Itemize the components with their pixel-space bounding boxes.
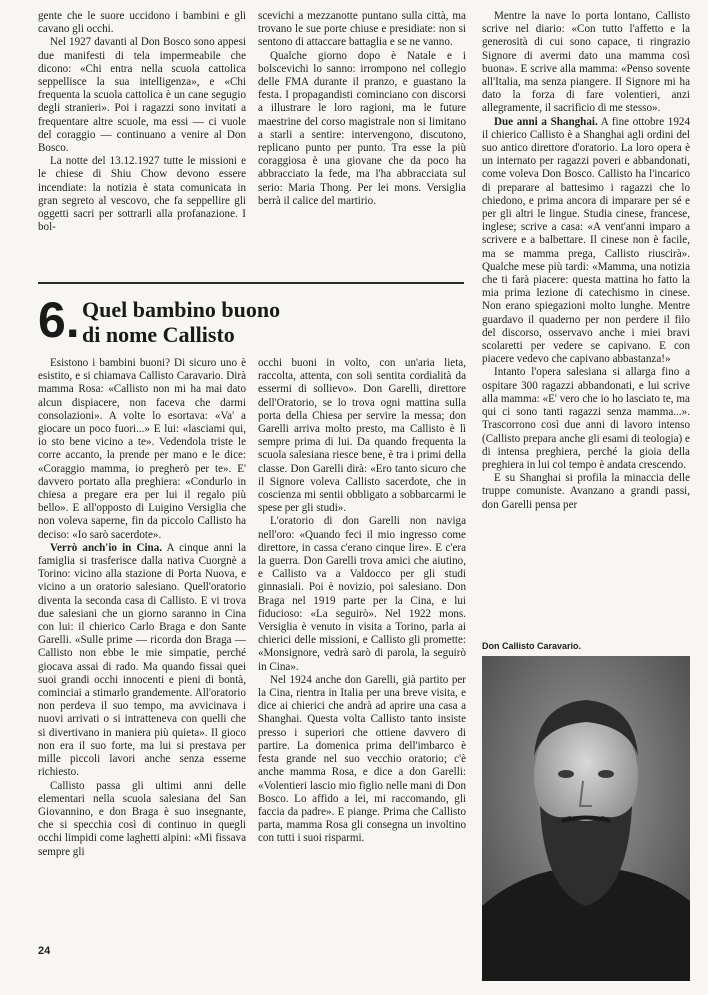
paragraph: gente che le suore uccidono i bambini e gli cavano gli occhi. bbox=[38, 10, 246, 36]
photo-caption: Don Callisto Caravario. bbox=[482, 641, 582, 651]
paragraph: E su Shanghai si profila la minaccia delle truppe comuniste. Avanzano a grandi passi, don Garelli pensa per bbox=[482, 472, 690, 511]
section-divider bbox=[38, 282, 464, 284]
paragraph: Esistono i bambini buoni? Di sicuro uno è esistito, e si chiamava Callisto Caravario. Dirà mamma Rosa: «Callisto non mi ha mai dato alcun dispiacere, non faceva che darmi consolazioni». A volte lo esortava: «Va' a giocare un poco fuori...» E lui: «lasciami qui, io sto bene vicino a te». Vedendola triste le corre accanto, la prende per mano e le dice: «Coraggio mamma, io pregherò per te». E' davvero portato alla preghiera: «Condurlo in chiesa a pregare era per lui il regalo più bello». E all'opposto di Luigino Versiglia che non voleva saperne, fin da piccolo Callisto ha deciso: «Io sarò sacerdote». bbox=[38, 357, 246, 541]
paragraph: scevichi a mezzanotte puntano sulla città, ma trovano le sue porte chiuse e presidiate: non si sentono di attaccare battaglia e se ne vanno. bbox=[258, 10, 466, 49]
paragraph: La notte del 13.12.1927 tutte le missioni e le chiese di Shiu Chow devono essere incendiate: la notizia è stata comunicata in gran segreto al vescovo, che fa seppellire gli oggetti sacri per sottrarli alla profanazione. I bol- bbox=[38, 155, 246, 234]
paragraph: Callisto passa gli ultimi anni delle elementari nella scuola salesiana del San Giovannino, e don Braga è suo insegnante, che si specchia così di continuo in quegli occhi limpidi come laghetti alpini: «Mi fissava sempre gli bbox=[38, 779, 246, 858]
paragraph: Verrò anch'io in Cina. A cinque anni la famiglia si trasferisce dalla nativa Cuorgnè a Torino: vicino alla stazione di Porta Nuova, e vicino a un oratorio salesiano. Quell'oratorio diventa la seconda casa di Callisto. E vi trova due salesiani che un giorno saranno in Cina con lui: il chierico Carlo Braga e don Sante Garelli. «Sulle prime — ricorda don Braga — Callisto non ebbe le mie simpatie, perché giocava assai di rado. Ma quando fissai quei suoi grandi occhi innocenti e pieni di bontà, cominciai a stimarlo grandemente. All'oratorio non perdeva il suo tempo, ma avvicinava i nuovi arrivati o si intratteneva con quelli che si divertivano in maniera più quieta». Il gioco non era il suo forte, ma lui si prestava per mille piccoli lavori anche senza esserne richiesto. bbox=[38, 541, 246, 779]
chapter-number: 6. bbox=[38, 292, 80, 348]
chapter-title-line-1: Quel bambino buono bbox=[82, 297, 281, 322]
paragraph: Due anni a Shanghai. A fine ottobre 1924 il chierico Callisto è a Shanghai agli ordini del suo antico direttore d'oratorio. La loro opera è un internato per ragazzi poveri e abbandonati, come voleva Don Bosco. Callisto ha l'incarico di preparare al battesimo i ragazzi che lo chiedono, e prima ancora di imparare per sé e per gli altri le lingue. Studia cinese, francese, inglese; scrive a casa: «A vent'anni imparo a scrivere e a balbettare. Il cinese non è facile, ma se mamma prega, Callisto riuscirà». Qualche mese più tardi: «Mamma, una notizia che ti farà piacere: questa mattina ho fatto la mia prima lezione di catechismo in cinese. Non erano spiegazioni molto lunghe. Mentre guardavo il quaderno per non perdere il filo del discorso, osservavo anche i miei bravi scolaretti per vedere se capivano. E con piacere vedevo che capivano abbastanza!» bbox=[482, 115, 690, 366]
paragraph: occhi buoni in volto, con un'aria lieta, raccolta, attenta, con soli sentita cordialità da essermi di sollievo». Don Garelli, direttore dell'Oratorio, se lo trova ogni mattina sulla porta della Chiesa per servire la messa; don Garelli arriva molto presto, ma Callisto è lì sempre prima di lui. Da quando frequenta la scuola salesiana riesce bene, è tra i primi della classe. Don Garelli dirà: «Ero tanto sicuro che il Signore voleva Callisto sacerdote, che in coscienza mi sentii obbligato a sobbarcarmi le spese per gli studi». bbox=[258, 357, 466, 515]
paragraph: L'oratorio di don Garelli non naviga nell'oro: «Quando feci il mio ingresso come direttore, in cassa c'erano cinque lire». E c'era la guerra. Don Garelli trova amici che aiutino, e Callisto va a Valdocco per gli studi ginnasiali. Poi è novizio, poi salesiano. Don Braga nel 1919 parte per la Cina, e lui fiducioso: «La seguirò». Nel 1922 mons. Versiglia è venuto in visita a Torino, parla ai chierici delle missioni, e Callisto gli promette: «Monsignore, vedrà sarò di parola, la seguirò in Cina». bbox=[258, 515, 466, 673]
portrait-illustration bbox=[482, 656, 690, 981]
top-middle-column bbox=[258, 10, 466, 208]
page-number: 24 bbox=[38, 945, 51, 957]
paragraph: Mentre la nave lo porta lontano, Callisto scrive nel diario: «Con tutto l'affetto e la generosità di cui sono capace, ti ringrazio Signore di avermi dato una mamma così buona». E scrive alla mamma: «Penso sovente all'Italia, ma senza piangere. Il Signore mi ha dato la forza di fare volentieri, anzi allegramente, il sacrificio di me stesso». bbox=[482, 10, 690, 115]
run-in-heading: Due anni a Shanghai. bbox=[494, 115, 598, 128]
portrait-photo bbox=[482, 656, 690, 981]
run-in-heading: Verrò anch'io in Cina. bbox=[50, 541, 163, 554]
paragraph: Nel 1924 anche don Garelli, già partito per la Cina, rientra in Italia per una breve visita, e dice ai chierici che andrà ad aprire una casa a Shanghai. Questa volta Callisto tanto insiste presso i superiori che ottiene davvero di partire. La domenica prima dell'imbarco è festa grande nel suo vecchio oratorio; c'è anche mamma Rosa, e dice a don Garelli: «Volentieri lascio mio figlio nelle mani di Don Bosco. Lo affido a lei, mi raccomando, gli faccia da padre». E piange. Prima che Callisto parta, mamma Rosa gli consegna un involtino con tutti i suoi risparmi. bbox=[258, 673, 466, 845]
right-column bbox=[482, 10, 690, 512]
paragraph: Nel 1927 davanti al Don Bosco sono appesi due manifesti di tela impermeabile che dicono: «Chi entra nella scuola cattolica seppellisce la sua intelligenza», e «Chi frequenta la scuola cattolica è un cane segugio degli stranieri». Poi i ragazzi sono invitati a frequentare altre scuole, ma essi — ci vuole del coraggio — continuano a venire al Don Bosco. bbox=[38, 36, 246, 155]
paragraph: Intanto l'opera salesiana si allarga fino a ospitare 300 ragazzi abbandonati, e lui scrive alla mamma: «E' vero che io ho lasciato te, ma qui ci sono tanti ragazzi senza mamma...». Trascorrono così due anni di lavoro intenso (Callisto prepara anche gli esami di teologia) e di intensa preghiera, perché la gioia della preghiera in lui col tempo è andata crescendo. bbox=[482, 366, 690, 471]
paragraph: Qualche giorno dopo è Natale e i bolscevichi lo sanno: irrompono nel collegio delle FMA durante il pranzo, e guastano la festa. I propagandisti cominciano con discorsi a illustrare le loro ragioni, ma le future maestrine del corso magistrale non si limitano a starli a sentire: intervengono, discutono, replicano punto per punto. Tra esse la più coraggiosa è una giovane che da poco ha abbracciato la fede, ma l'ha abbracciata sul serio: Maria Thong. Per lei mons. Versiglia berrà il calice del martirio. bbox=[258, 49, 466, 207]
bottom-left-column bbox=[38, 357, 246, 859]
top-left-column bbox=[38, 10, 246, 234]
chapter-heading bbox=[38, 290, 464, 350]
bottom-middle-column bbox=[258, 357, 466, 846]
chapter-title-line-2: di nome Callisto bbox=[82, 322, 235, 347]
